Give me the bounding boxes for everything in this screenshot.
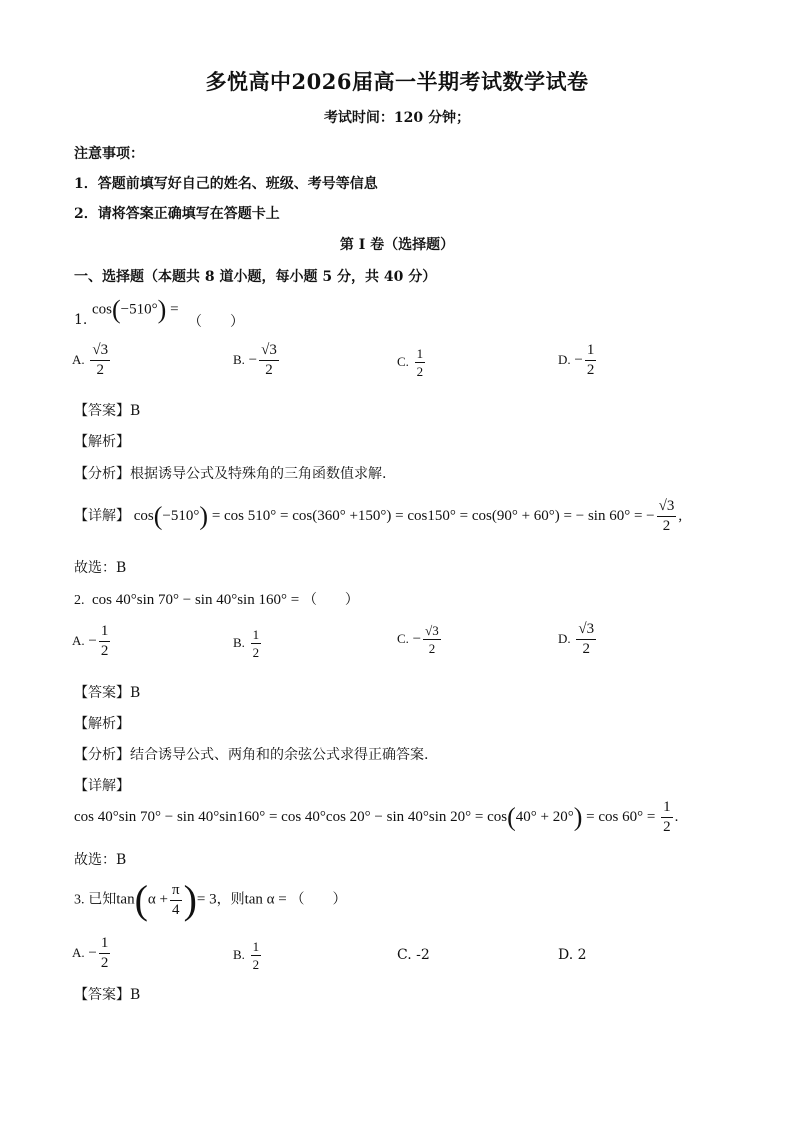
q2-option-a: A. − $\frac{1}{2}$ <box>72 623 109 659</box>
q1-analysis-label: 【解析】 <box>74 434 130 450</box>
q2-option-d: D. $\frac{√3}{2}$ <box>558 621 595 657</box>
q3-option-a: A. − $\frac{1}{2}$ <box>72 935 109 971</box>
section-heading: 一、选择题（本题共 8 道小题，每小题 5 分，共 40 分） <box>74 269 437 285</box>
q1-option-b: B. − $\frac{√3}{2}$ <box>233 342 277 378</box>
q1-option-d: D. − $\frac{1}{2}$ <box>558 342 595 378</box>
q1-stem: cos(−510°) = <box>92 295 179 324</box>
q1-fenxi: 【分析】根据诱导公式及特殊角的三角函数值求解. <box>74 466 387 482</box>
q3-option-c: C. -2 <box>397 947 430 963</box>
q2-fenxi: 【分析】结合诱导公式、两角和的余弦公式求得正确答案. <box>74 747 429 763</box>
q2-choose: 故选：B <box>74 852 127 868</box>
q2-option-b: B. $\frac{1}{2}$ <box>233 627 260 660</box>
q2-analysis-label: 【解析】 <box>74 716 130 732</box>
q1-choose: 故选：B <box>74 560 127 576</box>
notes-item-1: 1．答题前填写好自己的姓名、班级、考号等信息 <box>74 176 378 192</box>
q2-option-c: C. − $\frac{√3}{2}$ <box>397 623 439 656</box>
q1-option-a: A. $\frac{√3}{2}$ <box>72 342 109 378</box>
q1-blank: （ ） <box>188 314 244 330</box>
q3-option-d: D. 2 <box>558 947 587 963</box>
exam-time: 考试时间：120 分钟； <box>323 110 471 126</box>
q3-option-b: B. $\frac{1}{2}$ <box>233 939 260 972</box>
q1-option-c: C. $\frac{1}{2}$ <box>397 346 424 379</box>
notes-heading: 注意事项： <box>74 146 144 162</box>
q3-answer: 【答案】B <box>74 987 141 1003</box>
q2-stem: 2. cos 40°sin 70° − sin 40°sin 160° = （ ） <box>74 592 359 608</box>
q2-detail-label: 【详解】 <box>74 778 130 794</box>
volume-heading: 第 I 卷（选择题） <box>339 237 455 253</box>
q1-detail: 【详解】 cos(−510°) = cos 510° = cos(360° +150°) = cos150° = cos(90° + 60°) = − sin 60° = − $\frac{√3}{2}$ , <box>74 498 683 534</box>
notes-item-2: 2．请将答案正确填写在答题卡上 <box>74 206 280 222</box>
q3-stem: 3. 已知tan(α + $\frac{\pi}{4}$ )= 3，则tan α = （ ） <box>74 877 347 922</box>
q2-answer: 【答案】B <box>74 685 141 701</box>
page-title: 多悦高中2026届高一半期考试数学试卷 <box>205 69 589 94</box>
q1-answer: 【答案】B <box>74 403 141 419</box>
q2-detail: cos 40°sin 70° − sin 40°sin160° = cos 40°cos 20° − sin 40°sin 20° = cos(40° + 20°) = cos 60° = $\frac{1}{2}$ . <box>74 799 679 835</box>
q1-number: 1. <box>74 312 88 328</box>
